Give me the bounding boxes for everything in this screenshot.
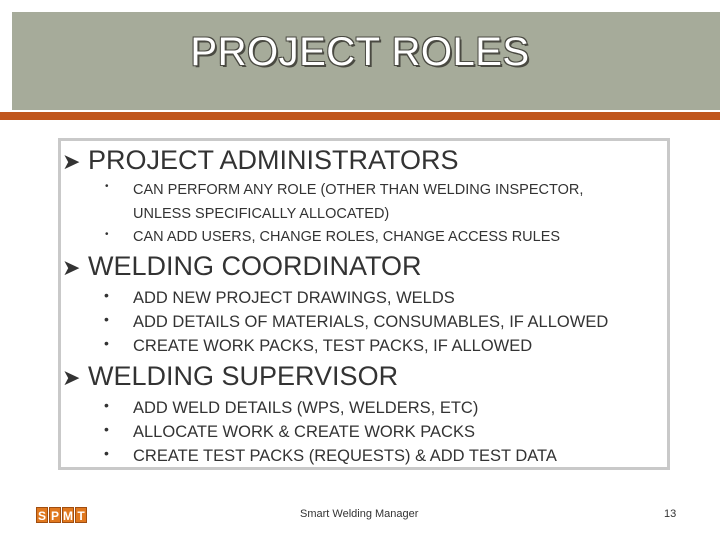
spmt-logo (36, 507, 87, 523)
section-heading-label: WELDING SUPERVISOR (88, 361, 399, 391)
logo-letter: T (75, 507, 87, 523)
section-heading-label: PROJECT ADMINISTRATORS (88, 145, 459, 175)
section-heading-welding-supervisor (62, 361, 398, 392)
bullet-icon: • (104, 421, 109, 437)
list-item: ADD DETAILS OF MATERIALS, CONSUMABLES, IF ALLOWED (133, 313, 609, 331)
list-item: ADD WELD DETAILS (WPS, WELDERS, ETC) (133, 399, 479, 417)
section-heading-project-administrators (62, 145, 459, 176)
page-number: 13 (664, 508, 677, 520)
section-heading-label: WELDING COORDINATOR (88, 251, 422, 281)
bullet-icon: • (105, 181, 109, 192)
logo-letter: M (63, 509, 73, 523)
arrow-bullet-icon: ➤ (62, 149, 81, 174)
bullet-icon: • (104, 445, 109, 461)
list-item: ADD NEW PROJECT DRAWINGS, WELDS (133, 289, 455, 307)
bullet-icon: • (104, 311, 109, 327)
list-item: CREATE TEST PACKS (REQUESTS) & ADD TEST DATA (133, 447, 557, 465)
bullet-icon: • (105, 229, 109, 240)
footer-text: Smart Welding Manager (300, 508, 419, 520)
list-item: ALLOCATE WORK & CREATE WORK PACKS (133, 423, 475, 441)
bullet-icon: • (104, 397, 109, 413)
list-item: UNLESS SPECIFICALLY ALLOCATED) (133, 206, 390, 222)
accent-bar (0, 112, 720, 120)
section-heading-welding-coordinator (62, 251, 422, 282)
bullet-icon: • (104, 335, 109, 351)
slide-title: PROJECT ROLES (190, 30, 530, 74)
arrow-bullet-icon: ➤ (62, 255, 81, 280)
list-item: CREATE WORK PACKS, TEST PACKS, IF ALLOWED (133, 337, 533, 355)
logo-letter: P (50, 509, 59, 523)
arrow-bullet-icon: ➤ (62, 365, 81, 390)
logo-letter: S (37, 509, 46, 523)
list-item: CAN PERFORM ANY ROLE (OTHER THAN WELDING INSPECTOR, (133, 182, 584, 198)
list-item: CAN ADD USERS, CHANGE ROLES, CHANGE ACCESS RULES (133, 229, 561, 245)
bullet-icon: • (104, 287, 109, 303)
